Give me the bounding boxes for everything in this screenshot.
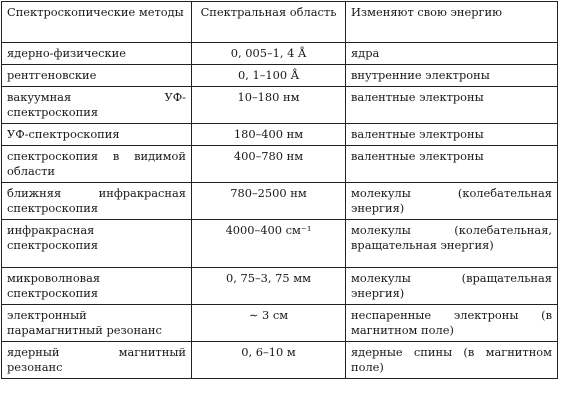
table-row — [2, 305, 558, 342]
energy-cell: молекулы (вращательная энергия) — [346, 268, 558, 305]
table-row — [2, 43, 558, 65]
range-cell: 0, 1–100 Å — [192, 65, 346, 87]
method-cell: микроволновая спектроскопия — [2, 268, 192, 305]
range-cell: 780–2500 нм — [192, 183, 346, 220]
column-header-methods: Спектроскопические методы — [2, 2, 192, 43]
range-cell: 0, 005–1, 4 Å — [192, 43, 346, 65]
method-cell: рентгеновские — [2, 65, 192, 87]
column-header-spectral-range: Спектральная область — [192, 2, 346, 43]
table-row — [2, 87, 558, 124]
energy-cell: молекулы (колебательная, вращательная энергия) — [346, 220, 558, 268]
energy-cell: валентные электроны — [346, 124, 558, 146]
range-cell: 180–400 нм — [192, 124, 346, 146]
table-row — [2, 146, 558, 183]
energy-cell: ядра — [346, 43, 558, 65]
energy-cell: валентные электроны — [346, 146, 558, 183]
energy-cell: молекулы (колебательная энергия) — [346, 183, 558, 220]
method-cell: ближняя инфракрасная спектроскопия — [2, 183, 192, 220]
energy-cell: валентные электроны — [346, 87, 558, 124]
table-row — [2, 183, 558, 220]
table-body — [2, 43, 558, 379]
method-cell: ядерный магнитный резонанс — [2, 342, 192, 379]
range-cell: 0, 6–10 м — [192, 342, 346, 379]
method-cell: электронный парамагнитный резонанс — [2, 305, 192, 342]
energy-cell: ядерные спины (в магнитном поле) — [346, 342, 558, 379]
table-header — [2, 2, 558, 43]
method-cell: УФ-спектроскопия — [2, 124, 192, 146]
table-row — [2, 342, 558, 379]
range-cell: 0, 75–3, 75 мм — [192, 268, 346, 305]
table-row — [2, 268, 558, 305]
range-cell: 10–180 нм — [192, 87, 346, 124]
table-row — [2, 124, 558, 146]
method-cell: вакуумная УФ-спектроскопия — [2, 87, 192, 124]
method-cell: спектроскопия в видимой области — [2, 146, 192, 183]
method-cell: ядерно-физические — [2, 43, 192, 65]
method-cell: инфракрасная спектроскопия — [2, 220, 192, 268]
range-cell: 4000–400 см⁻¹ — [192, 220, 346, 268]
table-row — [2, 220, 558, 268]
spectroscopy-methods-table — [1, 1, 558, 379]
column-header-energy: Изменяют свою энергию — [346, 2, 558, 43]
energy-cell: внутренние электроны — [346, 65, 558, 87]
energy-cell: неспаренные электроны (в магнитном поле) — [346, 305, 558, 342]
range-cell: 400–780 нм — [192, 146, 346, 183]
table-header-row — [2, 2, 558, 43]
table-row — [2, 65, 558, 87]
range-cell: ∼ 3 см — [192, 305, 346, 342]
